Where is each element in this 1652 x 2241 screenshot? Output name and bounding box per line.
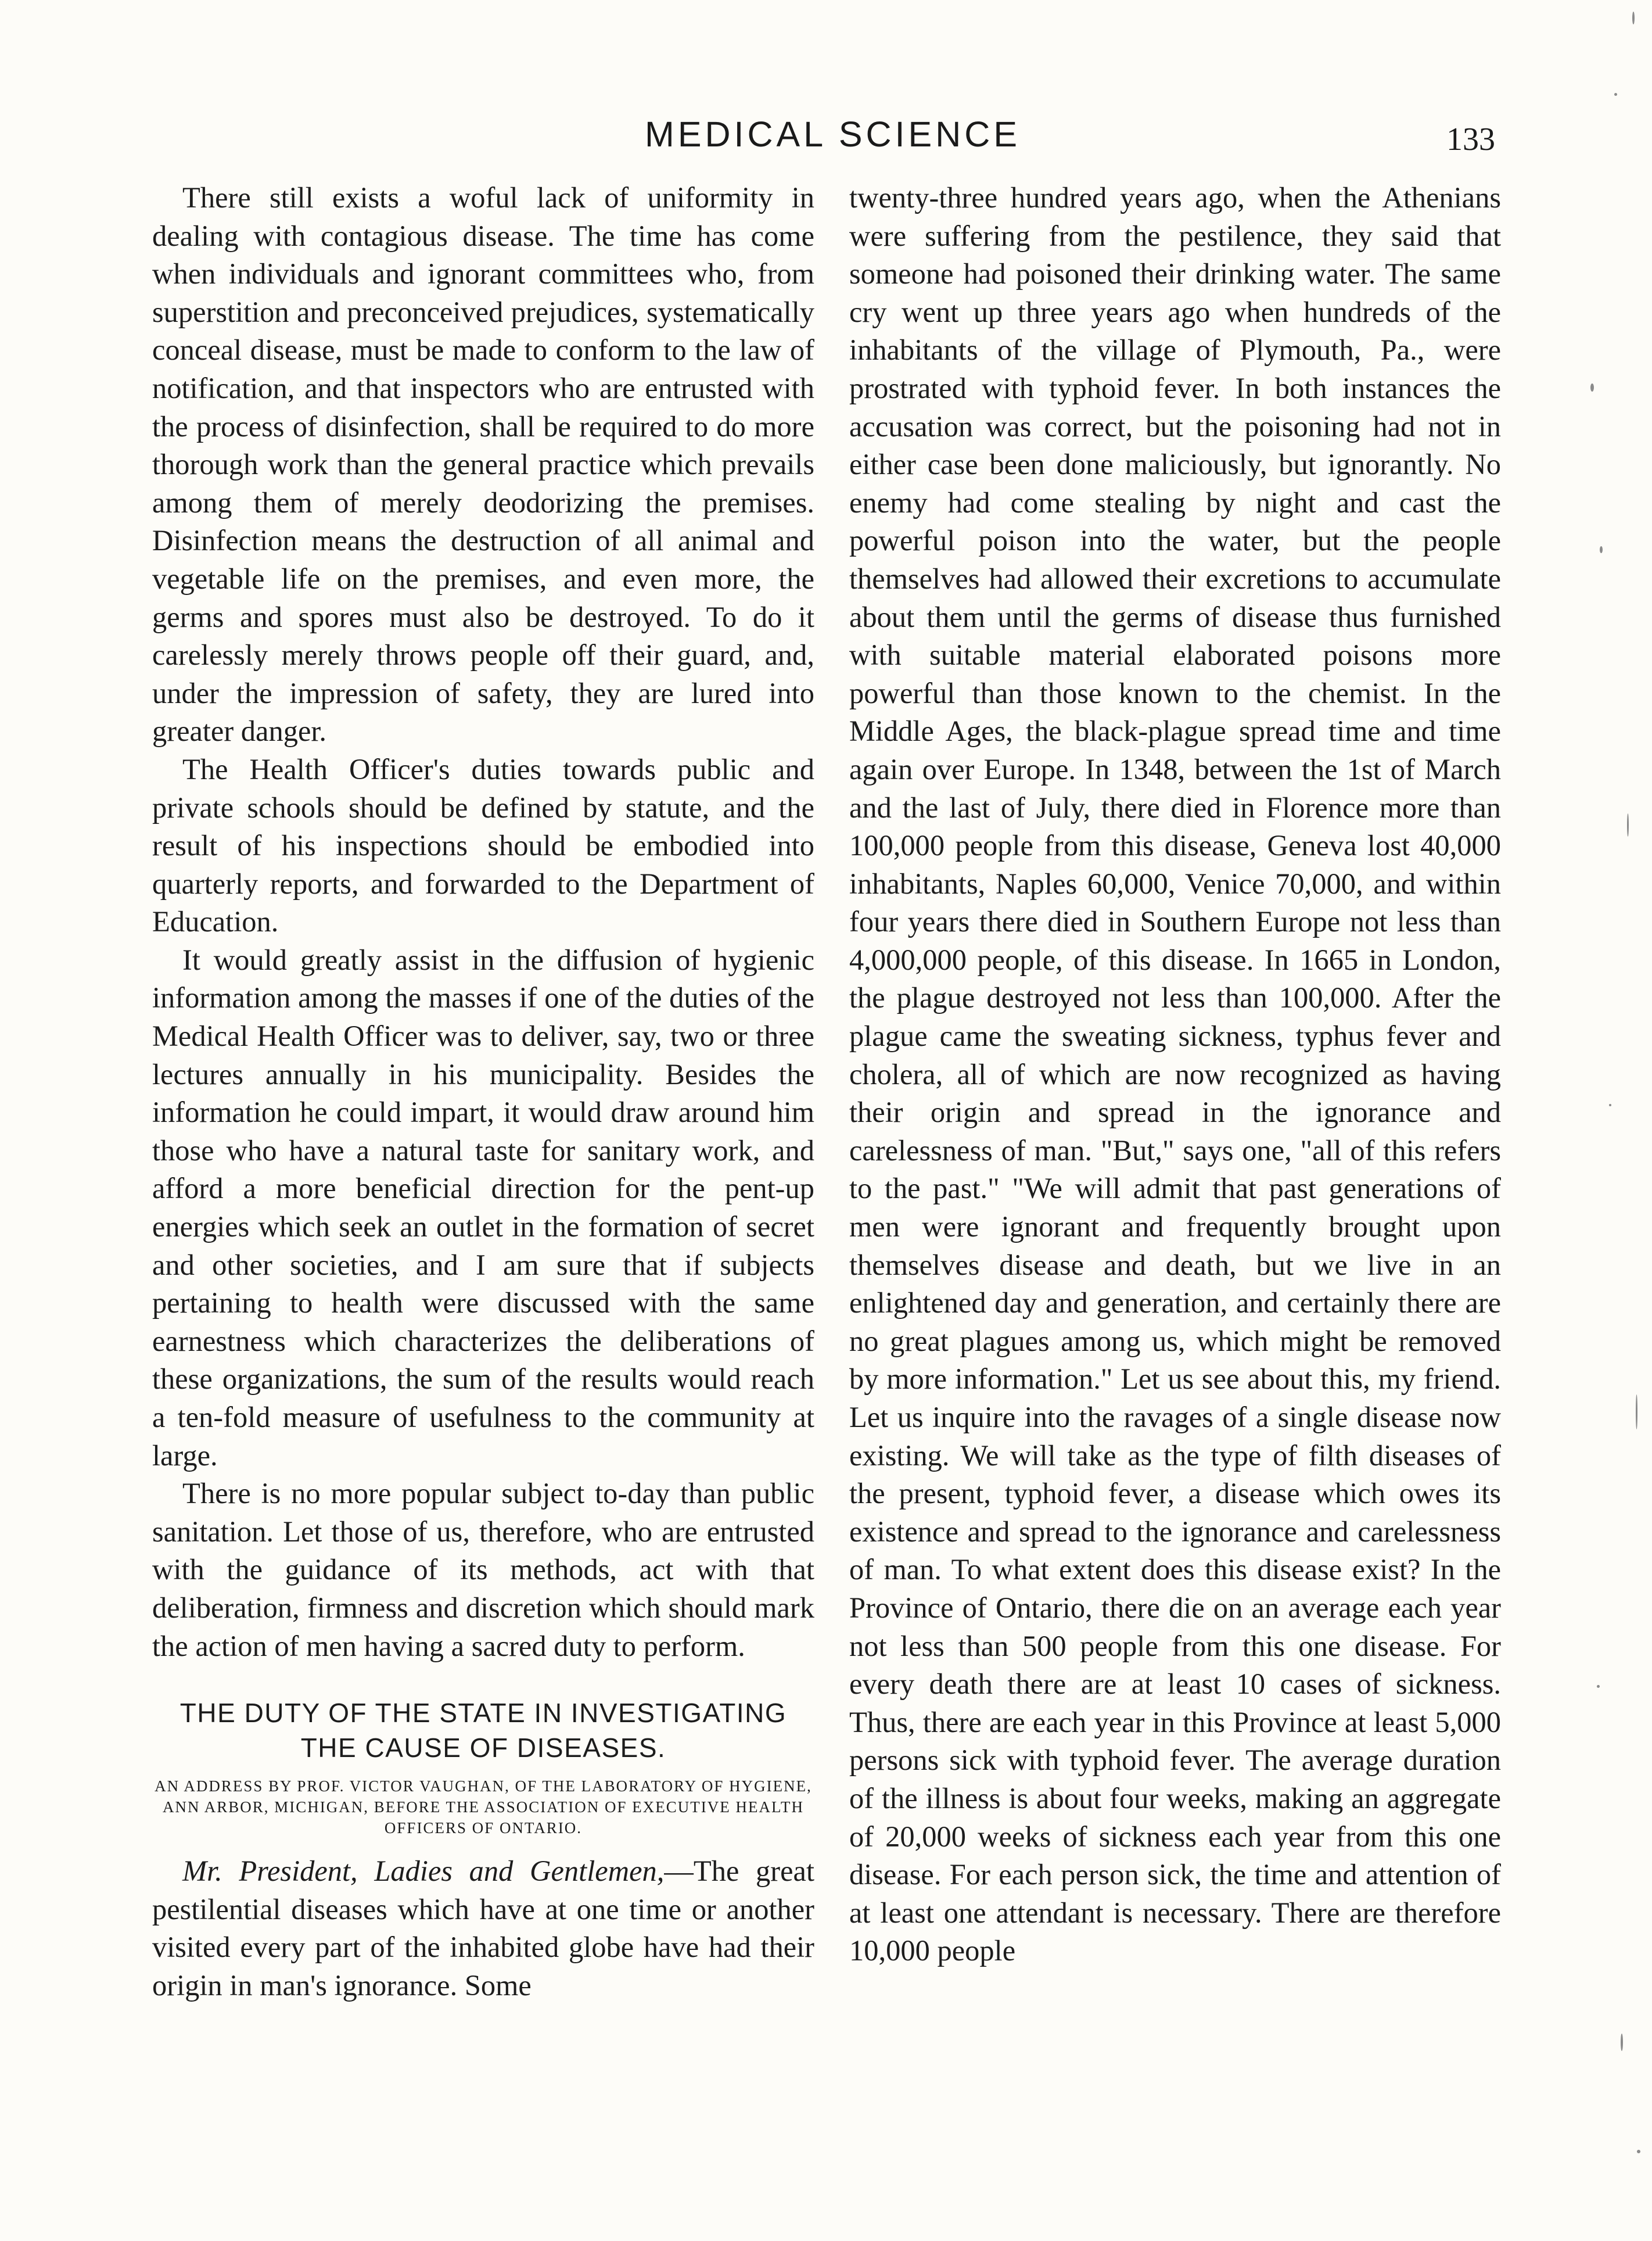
page-header <box>0 114 1652 160</box>
scan-speck <box>1621 2034 1623 2051</box>
opening-paragraph <box>152 1852 814 2005</box>
scan-speck <box>1636 1394 1637 1429</box>
paragraph-continued: twenty-three hundred years ago, when the Athenians were suffering from the pestilence, they said that someone had poisoned their drinking water. The same cry went up three years ago when hundreds of the inhabitants of the village of Plymouth, Pa., were prostrated with typhoid fever. In both instances the accusation was correct, but the poisoning had not in either case been done maliciously, but ignorantly. No enemy had come stealing by night and cast the powerful poison into the water, but the people themselves had allowed their excretions to accumulate about them until the germs of disease thus furnished with suitable material elaborated poisons more powerful than those known to the chemist. In the Middle Ages, the black-plague spread time and time again over Europe. In 1348, between the 1st of March and the last of July, there died in Florence more than 100,000 people from this disease, Geneva lost 40,000 inhabitants, Naples 60,000, Venice 70,000, and within four years there died in Southern Europe not less than 4,000,000 people, of this disease. In 1665 in London, the plague destroyed not less than 100,000. After the plague came the sweating sickness, typhus fever and cholera, all of which are now recognized as having their origin and spread in the ignorance and carelessness of man. "But," says one, "all of this refers to the past." "We will admit that past generations of men were ignorant and frequently brought upon themselves disease and death, but we live in an enlightened day and generation, and certainly there are no great plagues among us, which might be removed by more information." Let us see about this, my friend. Let us inquire into the ravages of a single disease now existing. We will take as the type of filth diseases of the present, typhoid fever, a disease which owes its existence and spread to the ignorance and carelessness of man. To what extent does this disease exist? In the Province of Ontario, there die on an average each year not less than 500 people from this one disease. For every death there are at least 10 cases of sickness. Thus, there are each year in this Province at least 5,000 persons sick with typhoid fever. The average duration of the illness is about four weeks, making an aggregate of 20,000 weeks of sickness each year from this one disease. For each person sick, the time and attention of at least one attendant is necessary. There are therefore 10,000 people <box>849 181 1501 1967</box>
page-number: 133 <box>1446 121 1495 157</box>
scan-speck <box>1637 2150 1640 2153</box>
article-byline: AN ADDRESS BY PROF. VICTOR VAUGHAN, OF THE LABORATORY OF HYGIENE, ANN ARBOR, MICHIGAN, BEFORE THE ASSOCIATION OF EXECUTIVE HEALTH OFFICERS OF ONTARIO. <box>155 1777 812 1837</box>
article-heading: THE DUTY OF THE STATE IN INVESTIGATING THE CAUSE OF DISEASES. <box>179 1698 787 1763</box>
scan-speck <box>1627 813 1629 837</box>
scan-speck <box>1600 546 1603 553</box>
salutation: Mr. President, Ladies and Gentlemen, <box>182 1855 665 1888</box>
running-head: MEDICAL SCIENCE <box>645 114 1021 154</box>
paragraph: The Health Officer's duties towards public and private schools should be defined by statute, and the result of his inspections should be embodied into quarterly reports, and forwarded to the Department of Education. <box>152 752 814 938</box>
left-column <box>152 179 814 2005</box>
scan-speck <box>1597 1685 1600 1688</box>
right-column <box>849 179 1501 1970</box>
paragraph: There is no more popular subject to-day than public sanitation. Let those of us, therefore, who are entrusted with the guidance of its methods, act with that deliberation, firmness and discretion which should mark the action of men having a sacred duty to perform. <box>152 1477 814 1662</box>
paragraph: There still exists a woful lack of uniformity in dealing with contagious disease. The time has come when individuals and ignorant committees who, from superstition and preconceived prejudices, systematically conceal disease, must be made to conform to the law of notification, and that inspectors who are entrusted with the process of disinfection, shall be required to do more thorough work than the general practice which prevails among them of merely deodorizing the premises. Disinfection means the destruction of all animal and vegetable life on the premises, and even more, the germs and spores must also be destroyed. To do it carelessly merely throws people off their guard, and, under the impression of safety, they are lured into greater danger. <box>152 181 814 748</box>
scan-speck <box>1632 12 1635 24</box>
opening-text: —The great pestilential diseases which have at one time or another visited every part of the inhabited globe have had their origin in man's ignorance. Some <box>152 1855 814 2002</box>
scan-speck <box>1614 93 1617 96</box>
scan-speck <box>1590 383 1594 392</box>
paragraph: It would greatly assist in the diffusion of hygienic information among the masses if one of the duties of the Medical Health Officer was to deliver, say, two or three lectures annually in his municipality. Besides the information he could impart, it would draw around him those who have a natural taste for sanitary work, and afford a more beneficial direction for the pent-up energies which seek an outlet in the formation of secret and other societies, and I am sure that if subjects pertaining to health were discussed with the same earnestness which characterizes the deliberations of these organizations, the sum of the results would reach a ten-fold measure of usefulness to the community at large. <box>152 943 814 1472</box>
scan-speck <box>1609 1104 1611 1106</box>
scan-margin-noise <box>1576 0 1652 2241</box>
